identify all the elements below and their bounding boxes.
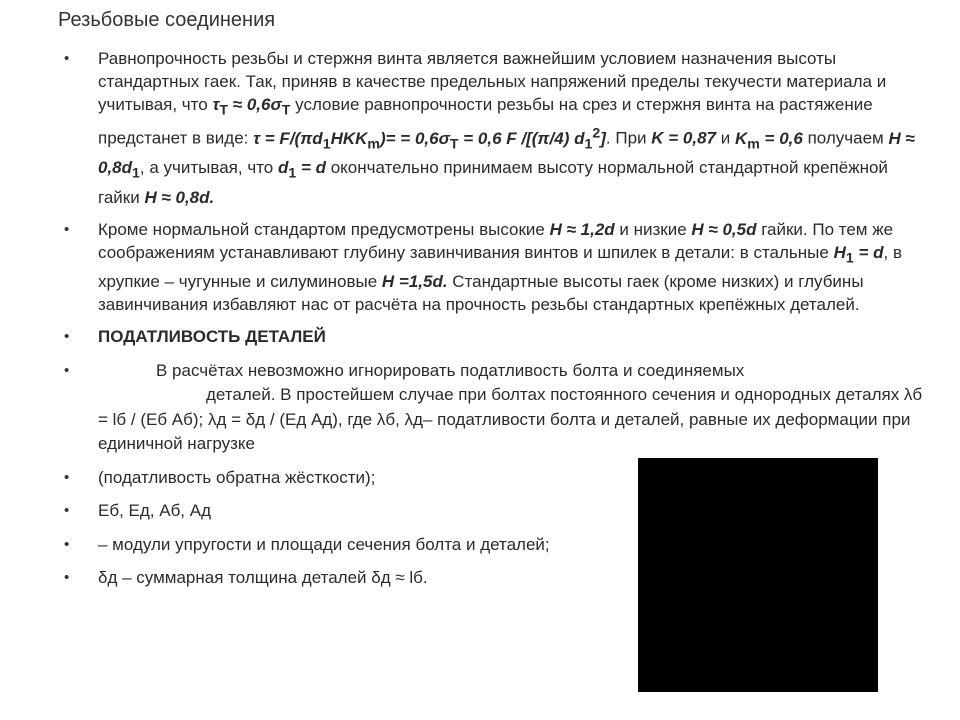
bullet-dot: • <box>64 361 70 379</box>
bullet-dot: • <box>64 502 70 520</box>
list-item-high-low-nuts <box>64 218 924 316</box>
bullet-dot: • <box>64 535 70 553</box>
list-item-text: δд – суммарная толщина деталей δд ≈ lб. <box>98 568 428 588</box>
list-item-equal-strength <box>64 47 924 209</box>
bullet-dot: • <box>64 220 70 238</box>
slide-title: Резьбовые соединения <box>58 9 276 31</box>
list-item-text: Еб, Ед, Аб, Ад <box>98 501 212 521</box>
list-item-text: – модули упругости и площади сечения болта и деталей; <box>98 534 550 554</box>
list-item-text: (податливость обратна жёсткости); <box>98 467 376 487</box>
list-item-compliance-text <box>64 359 924 457</box>
bullet-dot: • <box>64 50 70 67</box>
list-item-text: Кроме нормальной стандартом предусмотрены высокие H ≈ 1,2d и низкие H ≈ 0,5d гайки. По тем же соображениям устанавливают глубину завинчивания винтов и шпилек в детали: в стальные $H_1 = d$, в хрупкие – чугунные и силуминовые H =1,5d. Стандартные высоты гаек (кроме низких) и глубины завинчивания избавляют нас от расчёта на прочность резьбы стандартных крепёжных деталей. <box>98 219 902 315</box>
list-item-text: В расчётах невозможно игнорировать податливость болта и соединяемых деталей. В простейшем случае при болтах постоянного сечения и однородных деталях λб = lб / (Еб Аб); λд = δд / (Ед Ад), где λб, λд– податливости болта и деталей, равные их деформации при единичной нагрузке <box>98 360 923 454</box>
black-overlay-box <box>638 458 878 692</box>
section-heading: ПОДАТЛИВОСТЬ ДЕТАЛЕЙ <box>98 327 326 347</box>
bullet-dot: • <box>64 468 70 486</box>
list-item-compliance-heading <box>64 325 924 350</box>
list-item-text: Равнопрочность резьбы и стержня винта является важнейшим условием назначения высоты стандартных гаек. Так, приняв в качестве предельных напряжений пределы текучести материала и учитывая, что $\tau_Т \approx 0,6\sigma_Т$ условие равнопрочности резьбы на срез и стержня винта на растяжение предстанет в виде: $\tau = F/(\pi d_1HKK_m)= = 0,6\sigma_Т = 0,6$ F /[(π/4) $d_1^2$]. При K = 0,87 и $K_m = 0,6$ получаем $H \approx 0,8d_1$, а учитывая, что $d_1 = d$ окончательно принимаем высоту нормальной стандартной крепёжной гайки H ≈ 0,8d. <box>98 49 915 207</box>
bullet-dot: • <box>64 569 70 587</box>
bullet-dot: • <box>64 328 70 346</box>
